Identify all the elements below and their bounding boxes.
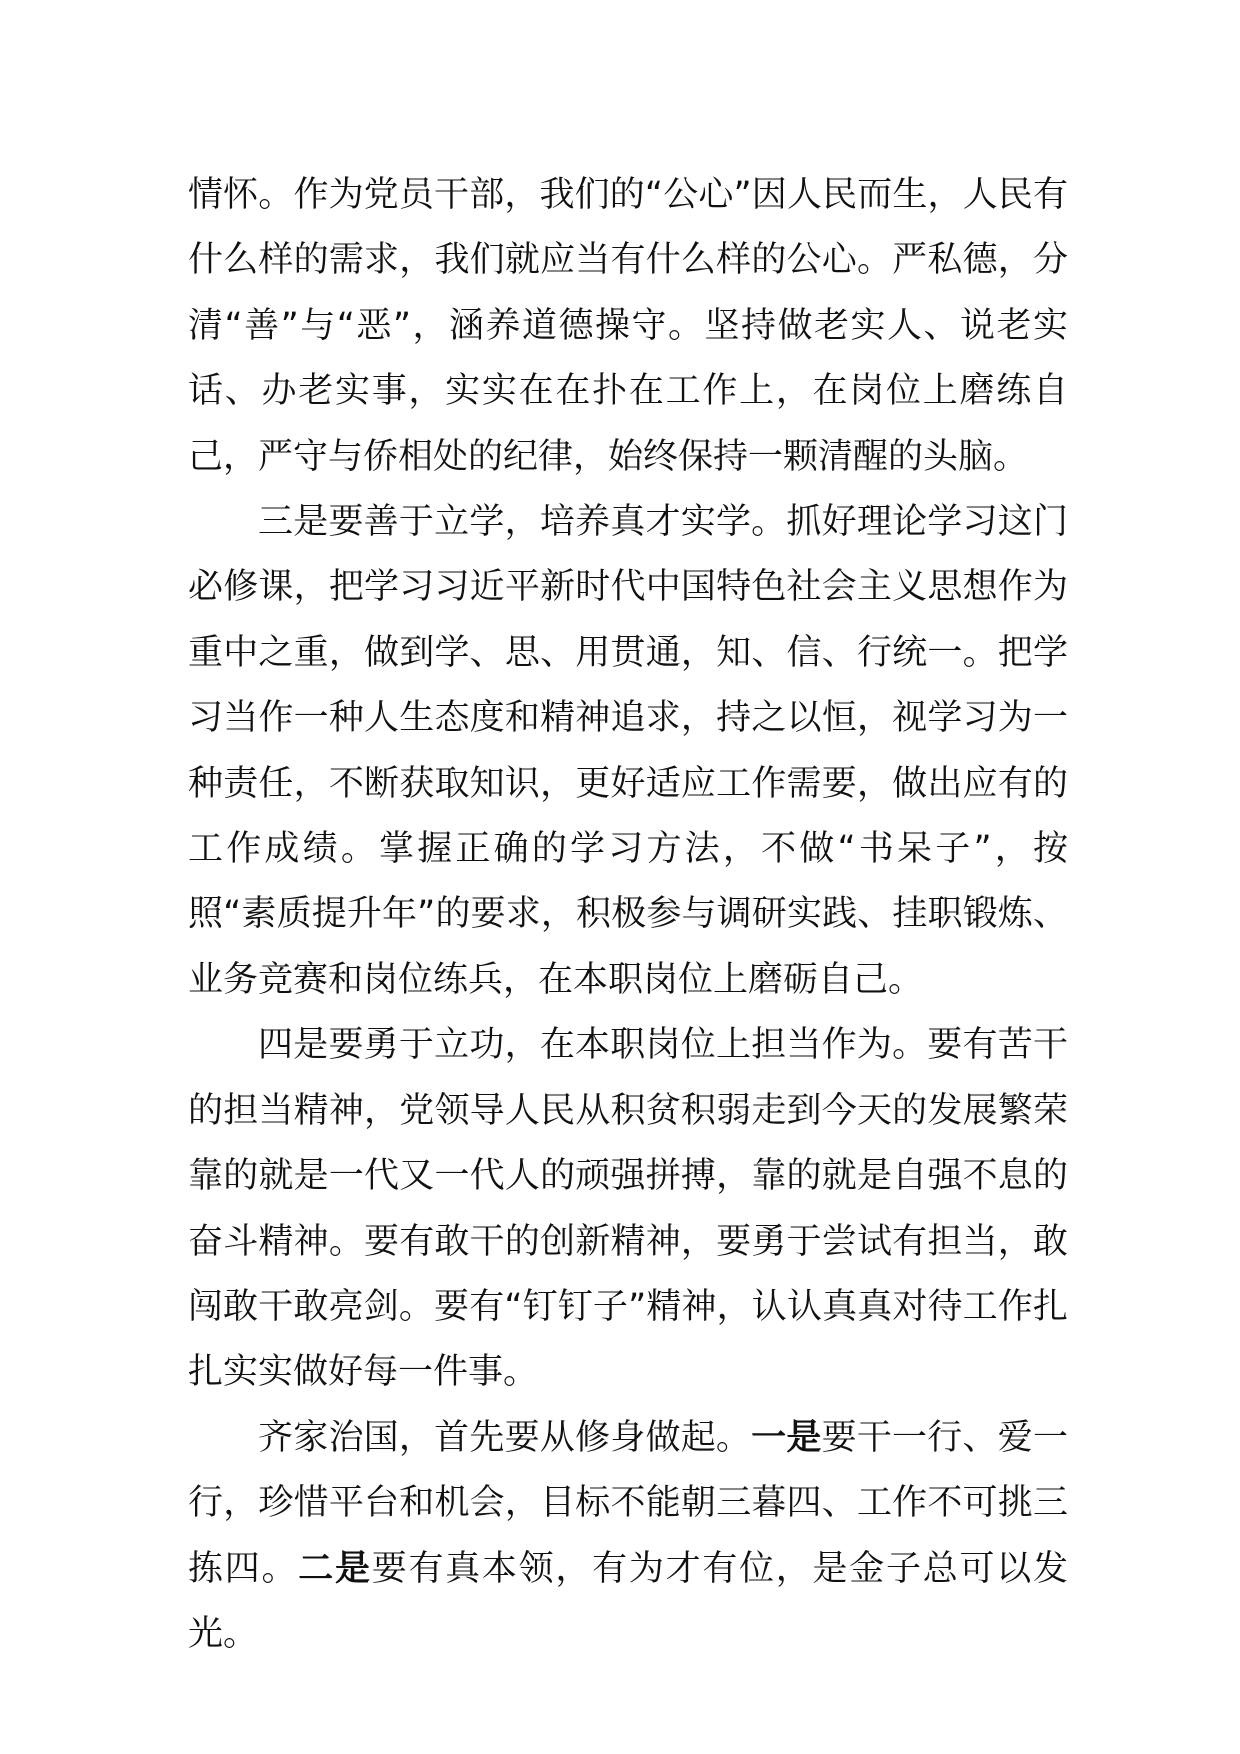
- paragraph-text: 要有真本领，有为才有位，是金子总可以发光。: [188, 1548, 1068, 1654]
- paragraph-text: 齐家治国，首先要从修身做起。: [258, 1417, 752, 1458]
- paragraph-text: 情怀。作为党员干部，我们的“公心”因人民而生，人民有什么样的需求，我们就应当有什么样的公心。严私德，分清“善”与“恶”，涵养道德操守。坚持做老实人、说老实话、办老实事，实实在在扑在工作上，在岗位上磨练自己，严守与侨相处的纪律，始终保持一颗清醒的头脑。: [188, 175, 1068, 477]
- paragraph-4: [188, 1406, 1068, 1668]
- paragraph-text: 要干一行、爱一行，珍惜平台和机会，目标不能朝三暮四、工作不可挑三拣四。: [188, 1417, 1068, 1589]
- paragraph-1: [188, 163, 1068, 490]
- bold-marker-second: 二是: [298, 1548, 372, 1589]
- document-page: [188, 163, 1068, 1667]
- paragraph-text: 四是要勇于立功，在本职岗位上担当作为。要有苦干的担当精神，党领导人民从积贫积弱走到今天的发展繁荣靠的就是一代又一代人的顽强拼搏，靠的就是自强不息的奋斗精神。要有敢干的创新精神，要勇于尝试有担当，敢闯敢干敢亮剑。要有“钉钉子”精神，认认真真对待工作扎扎实实做好每一件事。: [188, 1025, 1068, 1393]
- bold-marker-first: 一是: [751, 1417, 822, 1458]
- paragraph-3: [188, 1013, 1068, 1405]
- paragraph-2: [188, 490, 1068, 1013]
- paragraph-text: 三是要善于立学，培养真才实学。抓好理论学习这门必修课，把学习习近平新时代中国特色社会主义思想作为重中之重，做到学、思、用贯通，知、信、行统一。把学习当作一种人生态度和精神追求，持之以恒，视学习为一种责任，不断获取知识，更好适应工作需要，做出应有的工作成绩。掌握正确的学习方法，不做“书呆子”，按照“素质提升年”的要求，积极参与调研实践、挂职锻炼、业务竞赛和岗位练兵，在本职岗位上磨砺自己。: [188, 502, 1068, 1000]
